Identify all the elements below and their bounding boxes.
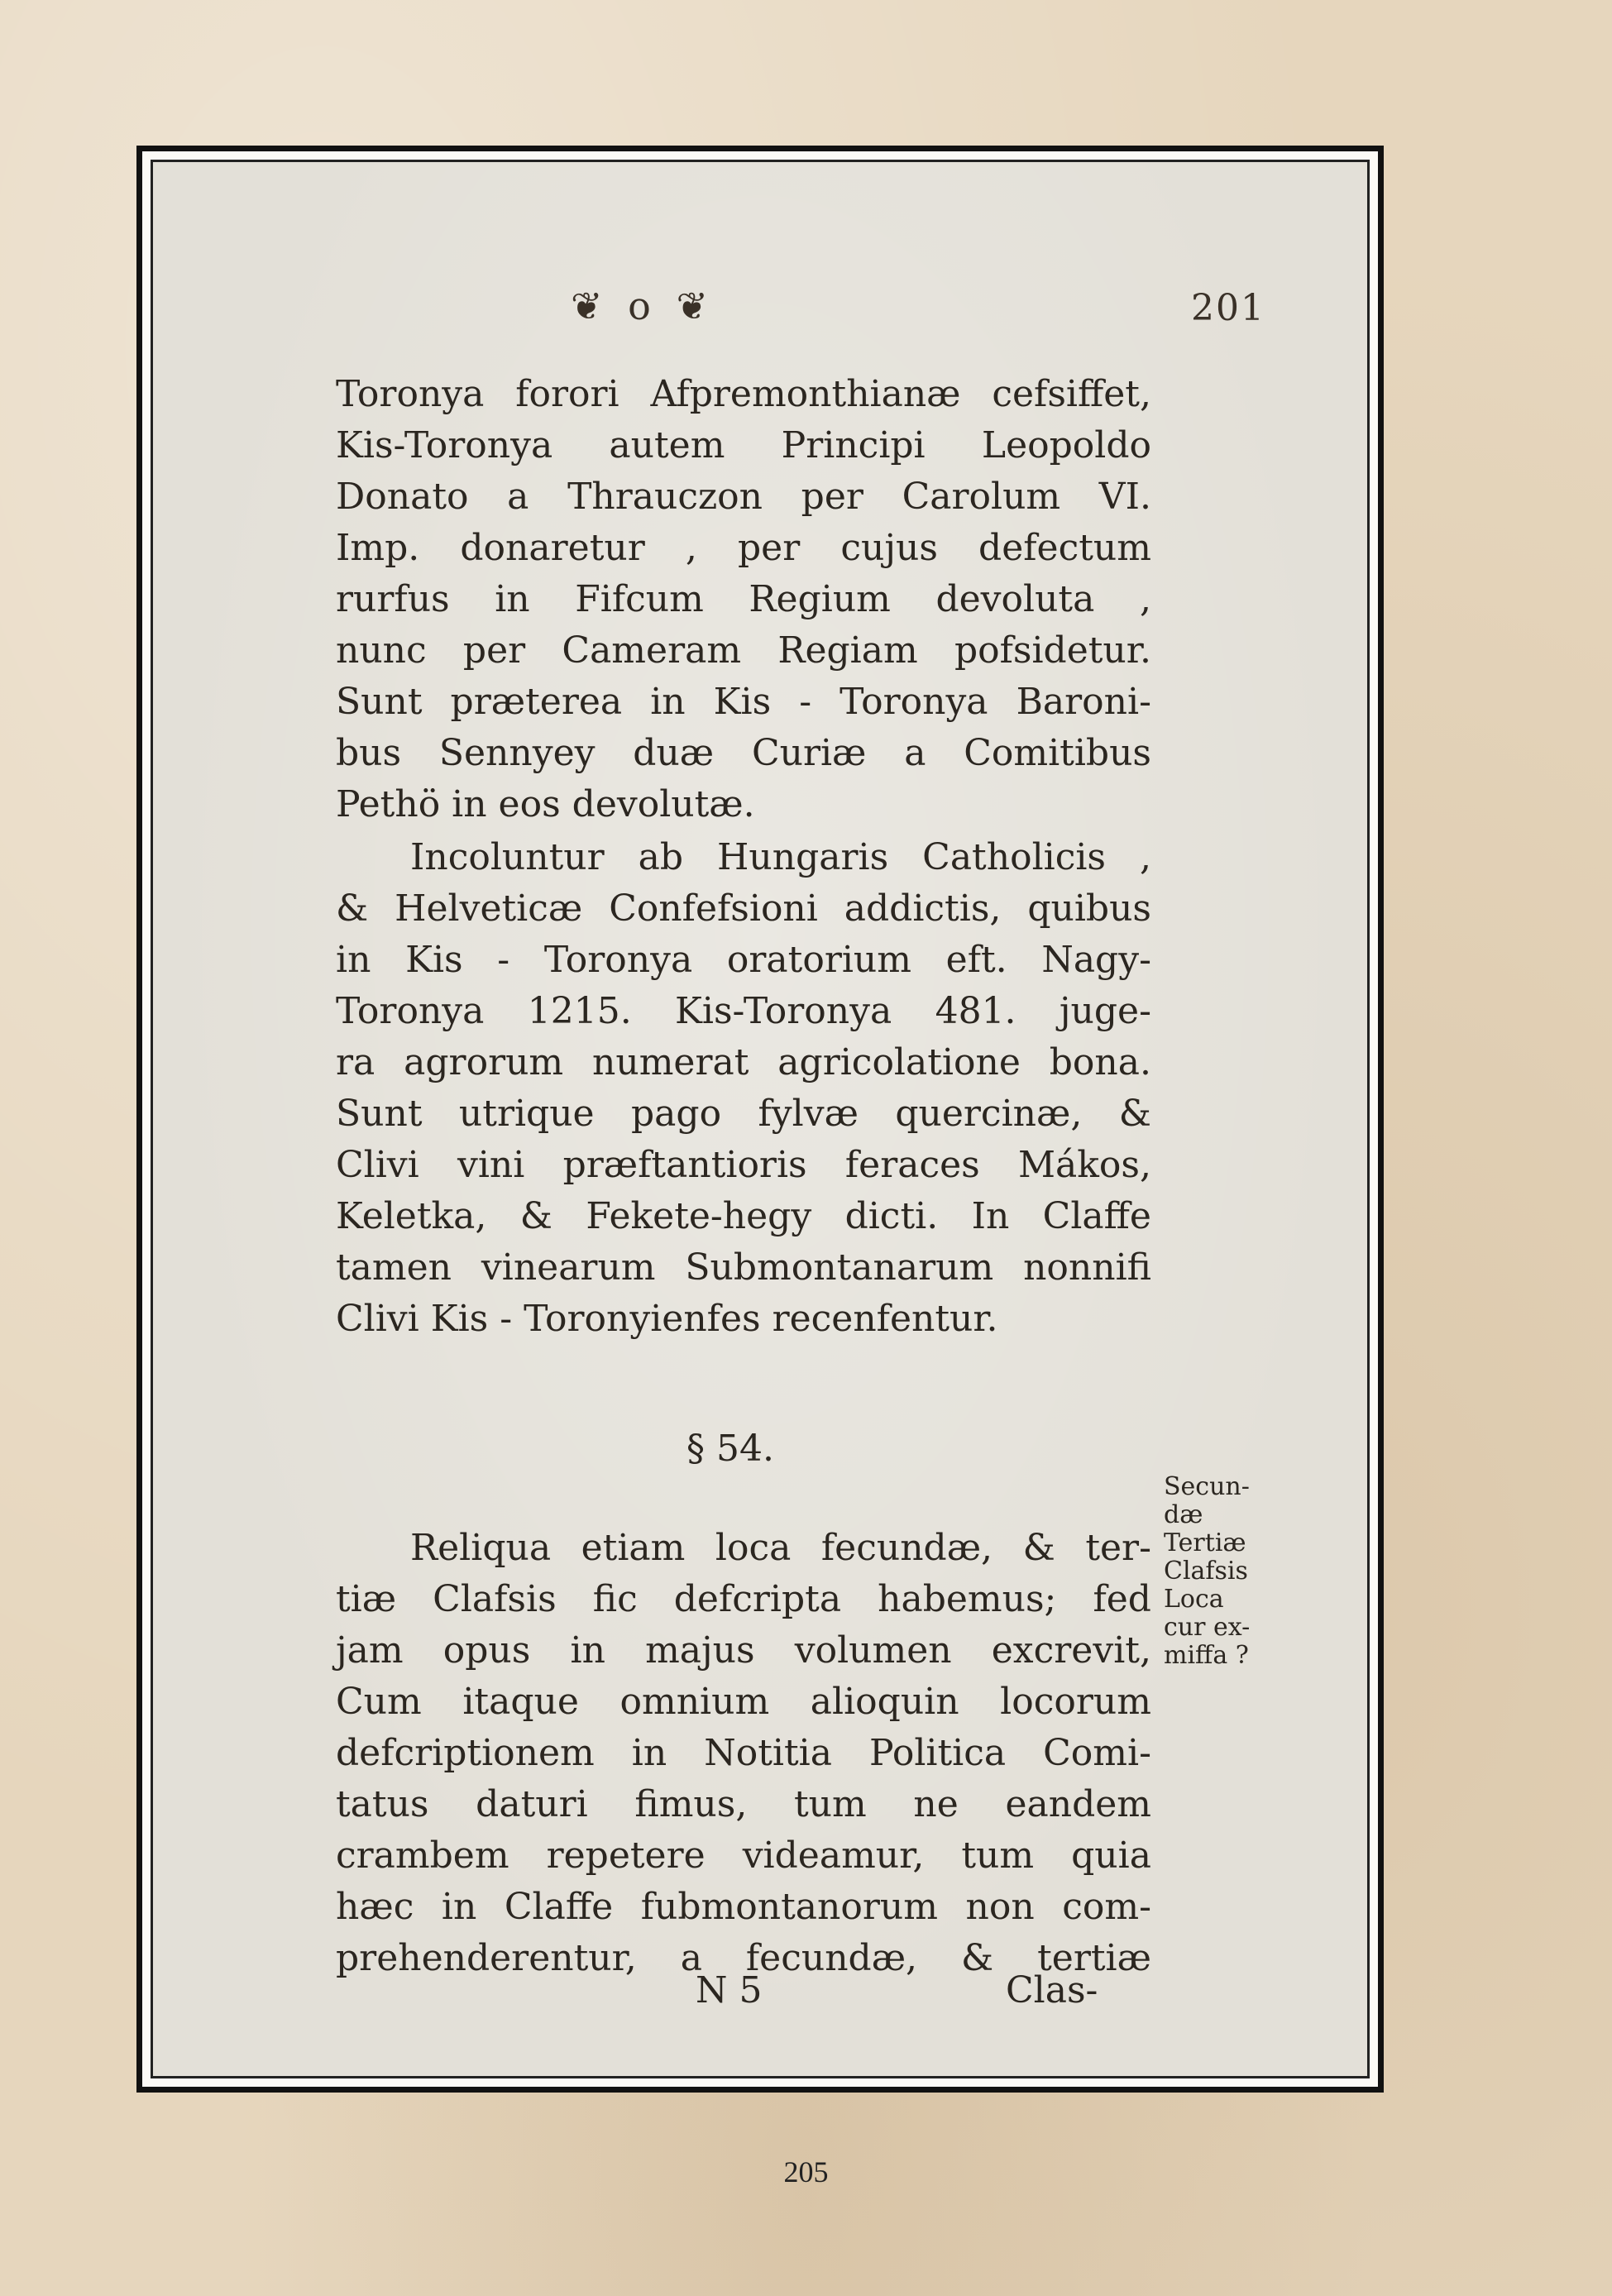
word: vini <box>457 1144 525 1186</box>
word: quia <box>1071 1834 1151 1877</box>
word: oratorium <box>726 939 911 981</box>
word: eft. <box>945 939 1007 981</box>
word: in <box>495 578 530 620</box>
word: per <box>738 527 801 569</box>
text-line <box>336 1037 1151 1088</box>
word: ter- <box>1085 1527 1151 1569</box>
word: fimus, <box>634 1783 748 1825</box>
word: Toronya <box>543 939 693 981</box>
marginal-note-line: cur ex- <box>1164 1613 1251 1642</box>
word: per <box>801 476 863 518</box>
word: Claffe <box>1042 1195 1151 1237</box>
word: autem <box>609 424 725 466</box>
word: Leopoldo <box>981 424 1151 466</box>
text-line: Clivi Kis - Toronyienfes recenfentur. <box>336 1298 998 1340</box>
word: fylvæ <box>758 1093 859 1135</box>
word: a <box>904 732 926 774</box>
paragraph-2 <box>336 832 1151 1345</box>
word: a <box>507 476 529 518</box>
text-line <box>336 1830 1151 1882</box>
marginal-note-line: Clafsis <box>1164 1557 1248 1586</box>
word: com- <box>1062 1886 1151 1928</box>
word: fubmontanorum <box>640 1886 938 1928</box>
word: defcriptionem <box>336 1732 595 1774</box>
pdf-page-number: 205 <box>783 2155 829 2188</box>
word: & <box>336 887 369 930</box>
word: jam <box>336 1629 404 1672</box>
word: dicti. <box>844 1195 939 1237</box>
text-line <box>336 728 1151 779</box>
word: Kis-Toronya <box>336 424 553 466</box>
word: fic <box>592 1578 638 1620</box>
page-header <box>323 284 1274 342</box>
word: 1215. <box>527 990 632 1032</box>
word: tiæ <box>336 1578 397 1620</box>
text-line <box>336 935 1151 986</box>
text-line <box>336 1088 1151 1140</box>
text-line <box>336 986 1151 1037</box>
header-ornament: ❦ o ❦ <box>571 284 715 328</box>
word: Thrauczon <box>567 476 763 518</box>
text-line <box>336 1242 1151 1294</box>
word: Sunt <box>336 681 423 723</box>
word: Toronya <box>336 373 485 415</box>
text-line <box>336 1779 1151 1830</box>
word: Regium <box>749 578 891 620</box>
marginal-note-line: Loca <box>1164 1585 1224 1614</box>
text-line <box>336 523 1151 574</box>
text-line <box>336 471 1151 523</box>
text-line <box>336 369 1151 420</box>
word: Sennyey <box>438 732 596 774</box>
signature-mark: N 5 <box>696 1969 763 2011</box>
word: nonnifi <box>1023 1246 1151 1289</box>
text-line <box>336 1574 1151 1625</box>
word: - <box>497 939 510 981</box>
word: bus <box>336 732 402 774</box>
text-line <box>336 1625 1151 1677</box>
word: juge- <box>1059 990 1151 1032</box>
word: in <box>336 939 371 981</box>
word: alioquin <box>810 1681 959 1723</box>
word: per <box>462 629 526 672</box>
word: forori <box>515 373 619 415</box>
word: tatus <box>336 1783 429 1825</box>
page-frame <box>136 146 1384 2093</box>
word: Kis-Toronya <box>675 990 892 1032</box>
word: ra <box>336 1041 375 1083</box>
word: - <box>799 681 812 723</box>
word: duæ <box>633 732 715 774</box>
word: cefsiffet, <box>992 373 1151 415</box>
text-line: Pethö in eos devolutæ. <box>336 783 755 825</box>
word: Cameram <box>562 629 742 672</box>
word: Clafsis <box>433 1578 557 1620</box>
word: etiam <box>581 1527 686 1569</box>
word: a <box>680 1937 702 1979</box>
word: itaque <box>462 1681 579 1723</box>
word: & <box>1022 1527 1055 1569</box>
word: & <box>960 1937 994 1979</box>
word: majus <box>645 1629 755 1672</box>
word: agrorum <box>404 1041 564 1083</box>
word: , <box>685 527 697 569</box>
word: Fekete-hegy <box>586 1195 812 1237</box>
word: in <box>441 1886 477 1928</box>
text-line <box>336 420 1151 471</box>
word: Claffe <box>504 1886 614 1928</box>
word: Incoluntur <box>410 836 605 878</box>
word: fecundæ, <box>820 1527 993 1569</box>
word: Mákos, <box>1017 1144 1151 1186</box>
word: donaretur <box>460 527 645 569</box>
word: addictis, <box>844 887 1002 930</box>
scanned-page <box>151 160 1370 2078</box>
word: 481. <box>935 990 1016 1032</box>
word: defectum <box>978 527 1151 569</box>
word: ne <box>913 1783 959 1825</box>
text-line <box>336 1677 1151 1728</box>
word: pago <box>631 1093 722 1135</box>
word: In <box>971 1195 1010 1237</box>
marginal-note-line: dæ <box>1164 1500 1203 1529</box>
word: Submontanarum <box>685 1246 994 1289</box>
word: feraces <box>844 1144 980 1186</box>
word: Reliqua <box>410 1527 552 1569</box>
word: tertiæ <box>1037 1937 1151 1979</box>
word: Kis <box>405 939 463 981</box>
word: repetere <box>546 1834 706 1877</box>
text-line <box>336 1140 1151 1191</box>
word: Comitibus <box>964 732 1151 774</box>
word: numerat <box>592 1041 749 1083</box>
word: excrevit, <box>991 1629 1151 1672</box>
marginal-note-line: Secun- <box>1164 1472 1250 1501</box>
word: fed <box>1093 1578 1151 1620</box>
marginal-note-line: Tertiæ <box>1164 1528 1246 1557</box>
word: volumen <box>794 1629 952 1672</box>
word: præterea <box>450 681 623 723</box>
word: Notitia <box>704 1732 832 1774</box>
word: in <box>650 681 686 723</box>
text-line <box>336 883 1151 935</box>
word: Baroni- <box>1016 681 1151 723</box>
word: Nagy- <box>1041 939 1151 981</box>
word: Sunt <box>336 1093 423 1135</box>
word: Toronya <box>336 990 485 1032</box>
word: vinearum <box>481 1246 656 1289</box>
text-line <box>336 1728 1151 1779</box>
word: hæc <box>336 1886 414 1928</box>
section-heading: § 54. <box>686 1428 774 1470</box>
word: videamur, <box>742 1834 925 1877</box>
word: Kis <box>713 681 772 723</box>
word: Toronya <box>839 681 988 723</box>
text-line <box>336 625 1151 677</box>
word: Curiæ <box>751 732 867 774</box>
word: Principi <box>781 424 926 466</box>
word: , <box>1140 836 1151 878</box>
word: pofsidetur. <box>954 629 1151 672</box>
word: ab <box>638 836 684 878</box>
word: tum <box>961 1834 1035 1877</box>
word: Cum <box>336 1681 422 1723</box>
word: crambem <box>336 1834 509 1877</box>
word: devoluta <box>935 578 1095 620</box>
word: & <box>1118 1093 1151 1135</box>
word: defcripta <box>673 1578 842 1620</box>
word: utrique <box>458 1093 595 1135</box>
book-page-number: 201 <box>1191 287 1265 329</box>
word: nunc <box>336 629 427 672</box>
word: Hungaris <box>717 836 889 878</box>
word: & <box>519 1195 552 1237</box>
word: Carolum <box>902 476 1061 518</box>
word: non <box>965 1886 1035 1928</box>
footer-line <box>336 1965 1151 2016</box>
word: Politica <box>869 1732 1007 1774</box>
word: tamen <box>336 1246 452 1289</box>
word: loca <box>715 1527 792 1569</box>
marginal-note-line: miffa ? <box>1164 1641 1249 1670</box>
word: Imp. <box>336 527 420 569</box>
word: quercinæ, <box>895 1093 1083 1135</box>
word: Donato <box>336 476 469 518</box>
word: cujus <box>840 527 938 569</box>
marginal-note <box>1164 1473 1271 1670</box>
word: Comi- <box>1043 1732 1151 1774</box>
text-line <box>336 1523 1151 1574</box>
text-line <box>336 1191 1151 1242</box>
catchword: Clas- <box>1006 1969 1098 2011</box>
word: Catholicis <box>922 836 1107 878</box>
word: Fifcum <box>575 578 704 620</box>
word: rurfus <box>336 578 450 620</box>
paragraph-3 <box>336 1523 1151 1984</box>
word: Confefsioni <box>609 887 818 930</box>
word: Regiam <box>777 629 918 672</box>
text-line <box>336 1882 1151 1933</box>
word: in <box>570 1629 605 1672</box>
word: Clivi <box>336 1144 419 1186</box>
word: omnium <box>619 1681 770 1723</box>
word: fecundæ, <box>745 1937 918 1979</box>
word: prehenderentur, <box>336 1937 637 1979</box>
word: locorum <box>1000 1681 1151 1723</box>
word: VI. <box>1098 476 1151 518</box>
word: quibus <box>1027 887 1151 930</box>
text-line <box>336 832 1151 883</box>
word: daturi <box>476 1783 588 1825</box>
word: agricolatione <box>777 1041 1021 1083</box>
word: in <box>631 1732 667 1774</box>
word: eandem <box>1005 1783 1151 1825</box>
word: Keletka, <box>336 1195 487 1237</box>
word: , <box>1139 578 1151 620</box>
word: opus <box>442 1629 531 1672</box>
word: Helveticæ <box>395 887 583 930</box>
text-line <box>336 574 1151 625</box>
word: Afpremonthianæ <box>650 373 961 415</box>
text-line <box>336 677 1151 728</box>
paragraph-1 <box>336 369 1151 830</box>
word: bona. <box>1049 1041 1151 1083</box>
word: tum <box>794 1783 867 1825</box>
word: habemus; <box>878 1578 1057 1620</box>
word: præftantioris <box>562 1144 807 1186</box>
